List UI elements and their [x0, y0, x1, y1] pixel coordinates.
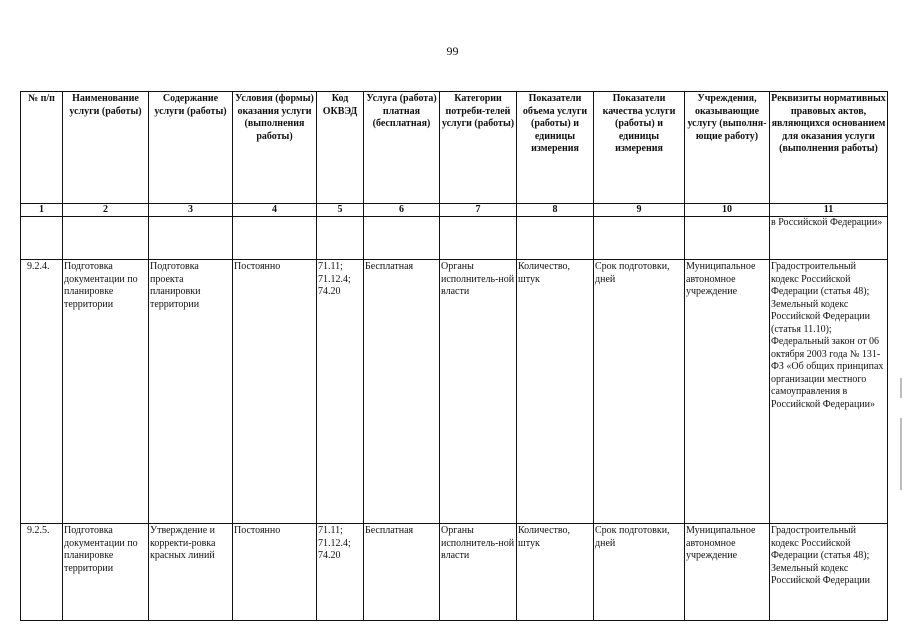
column-number: 10	[685, 204, 770, 217]
column-number: 4	[233, 204, 317, 217]
volume-indicator: Количество, штук	[517, 524, 594, 621]
table-row	[21, 524, 888, 621]
header-cell-paid: Услуга (работа) платная (бесплатная)	[364, 92, 440, 204]
paid-status: Бесплатная	[364, 524, 440, 621]
scan-margin-mark	[900, 418, 902, 490]
legal-acts: Градостроительный кодекс Российской Федерации (статья 48); Земельный кодекс Российской Федерации	[770, 524, 888, 621]
header-cell-content: Содержание услуги (работы)	[149, 92, 233, 204]
empty-cell	[364, 217, 440, 260]
empty-cell	[233, 217, 317, 260]
okved-code: 71.11; 71.12.4; 74.20	[317, 260, 364, 524]
institution: Муниципальное автономное учреждение	[685, 524, 770, 621]
continuation-row	[21, 217, 888, 260]
consumer-category: Органы исполнитель-ной власти	[440, 524, 517, 621]
column-number: 9	[594, 204, 685, 217]
row-number: 9.2.5.	[21, 524, 63, 621]
column-number: 7	[440, 204, 517, 217]
scan-margin-mark	[900, 378, 902, 398]
empty-cell	[440, 217, 517, 260]
legal-acts: Градостроительный кодекс Российской Федерации (статья 48); Земельный кодекс Российской Федерации (статья 11.10); Федеральный закон от 06 октября 2003 года № 131-ФЗ «Об общих принципах организации местного самоуправления в Российской Федерации»	[770, 260, 888, 524]
consumer-category: Органы исполнитель-ной власти	[440, 260, 517, 524]
quality-indicator: Срок подготовки, дней	[594, 260, 685, 524]
services-table	[20, 91, 888, 621]
header-cell-okved: Код ОКВЭД	[317, 92, 364, 204]
column-number: 1	[21, 204, 63, 217]
header-cell-legal-acts: Реквизиты нормативных правовых актов, являющихся основанием для оказания услуги (выполнения работы)	[770, 92, 888, 204]
empty-cell	[594, 217, 685, 260]
header-cell-institution: Учреждения, оказывающие услугу (выполня-ющие работу)	[685, 92, 770, 204]
empty-cell	[517, 217, 594, 260]
column-number-row	[21, 204, 888, 217]
institution: Муниципальное автономное учреждение	[685, 260, 770, 524]
legal-acts-continuation: в Российской Федерации»	[770, 217, 888, 260]
column-number: 3	[149, 204, 233, 217]
empty-cell	[317, 217, 364, 260]
service-conditions: Постоянно	[233, 260, 317, 524]
service-name: Подготовка документации по планировке территории	[63, 524, 149, 621]
header-cell-conditions: Условия (формы) оказания услуги (выполнения работы)	[233, 92, 317, 204]
volume-indicator: Количество, штук	[517, 260, 594, 524]
empty-cell	[149, 217, 233, 260]
page-number: 99	[446, 44, 459, 58]
header-row	[21, 92, 888, 204]
column-number: 2	[63, 204, 149, 217]
table-row	[21, 260, 888, 524]
header-cell-num: № п/п	[21, 92, 63, 204]
row-number: 9.2.4.	[21, 260, 63, 524]
column-number: 6	[364, 204, 440, 217]
service-name: Подготовка документации по планировке территории	[63, 260, 149, 524]
service-content: Утверждение и корректи-ровка красных линий	[149, 524, 233, 621]
column-number: 11	[770, 204, 888, 217]
service-content: Подготовка проекта планировки территории	[149, 260, 233, 524]
header-cell-volume: Показатели объема услуги (работы) и единицы измерения	[517, 92, 594, 204]
header-cell-quality: Показатели качества услуги (работы) и единицы измерения	[594, 92, 685, 204]
service-conditions: Постоянно	[233, 524, 317, 621]
empty-cell	[685, 217, 770, 260]
column-number: 8	[517, 204, 594, 217]
quality-indicator: Срок подготовки, дней	[594, 524, 685, 621]
column-number: 5	[317, 204, 364, 217]
header-cell-consumers: Категории потреби-телей услуги (работы)	[440, 92, 517, 204]
empty-cell	[21, 217, 63, 260]
header-cell-name: Наименование услуги (работы)	[63, 92, 149, 204]
okved-code: 71.11; 71.12.4; 74.20	[317, 524, 364, 621]
paid-status: Бесплатная	[364, 260, 440, 524]
empty-cell	[63, 217, 149, 260]
